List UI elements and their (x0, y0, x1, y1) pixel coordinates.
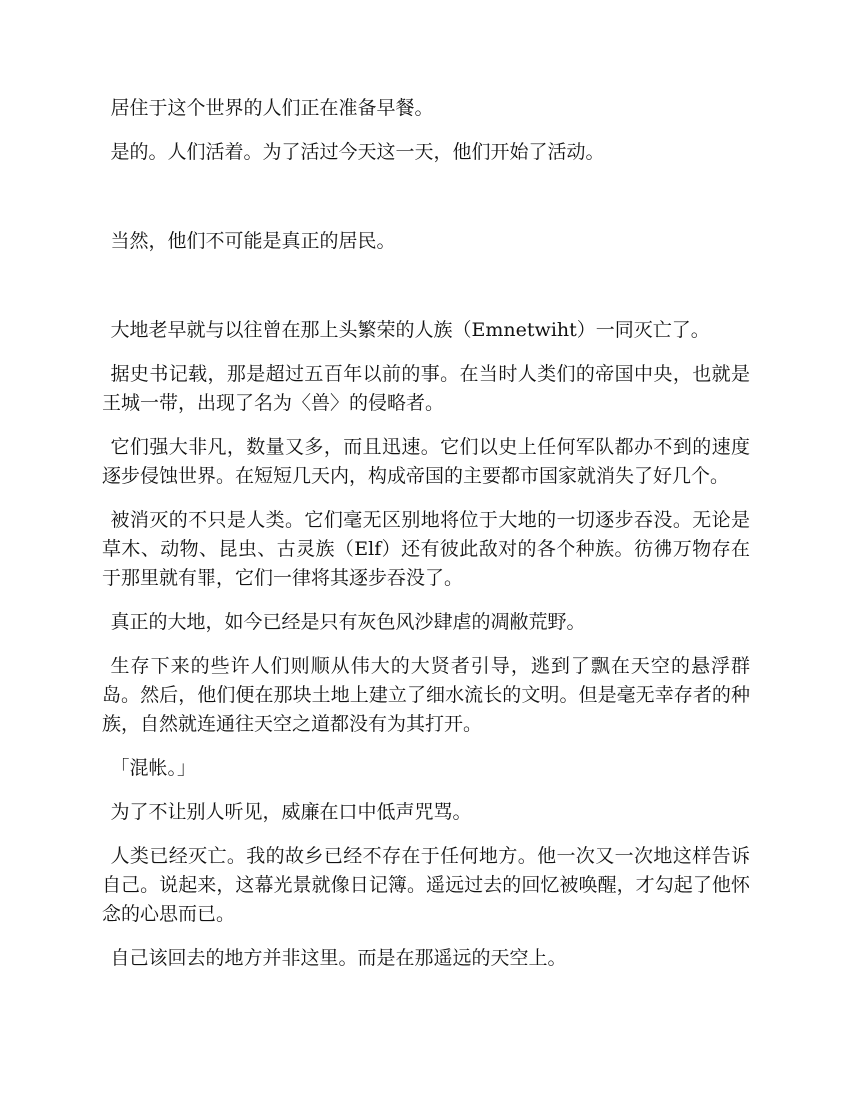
paragraph-gap (102, 739, 750, 754)
paragraph-gap (102, 637, 750, 652)
paragraph-5: 据史书记载，那是超过五百年以前的事。在当时人类们的帝国中央，也就是王城一带，出现了名为〈兽〉的侵略者。 (102, 363, 750, 414)
paragraph-11: 为了不让别人听见，威廉在口中低声咒骂。 (110, 801, 472, 823)
paragraph-4: 大地老早就与以往曾在那上头繁荣的人族（Emnetwiht）一同灭亡了。 (110, 319, 710, 341)
paragraph-gap (102, 418, 750, 433)
paragraph-gap (102, 123, 750, 138)
paragraph-12: 人类已经灭亡。我的故乡已经不存在于任何地方。他一次又一次地这样告诉自己。说起来，这幕光景就像日记簿。遥远过去的回忆被唤醒，才勾起了他怀念的心思而已。 (102, 845, 750, 925)
paragraph-gap (102, 929, 750, 944)
paragraph-gap (102, 827, 750, 842)
paragraph-7: 被消灭的不只是人类。它们毫无区别地将位于大地的一切逐步吞没。无论是草木、动物、昆虫、古灵族（Elf）还有彼此敌对的各个种族。彷彿万物存在于那里就有罪，它们一律将其逐步吞没了。 (102, 509, 750, 589)
document-page (102, 94, 750, 973)
section-gap (102, 167, 750, 227)
paragraph-3: 当然，他们不可能是真正的居民。 (110, 230, 396, 252)
paragraph-8: 真正的大地，如今已经是只有灰色风沙肆虐的凋敝荒野。 (110, 611, 586, 633)
paragraph-1: 居住于这个世界的人们正在准备早餐。 (110, 97, 434, 119)
paragraph-13: 自己该回去的地方并非这里。而是在那遥远的天空上。 (110, 947, 567, 969)
section-gap (102, 256, 750, 316)
paragraph-gap (102, 783, 750, 798)
paragraph-6: 它们强大非凡，数量又多，而且迅速。它们以史上任何军队都办不到的速度逐步侵蚀世界。在短短几天内，构成帝国的主要都市国家就消失了好几个。 (102, 436, 750, 487)
paragraph-gap (102, 345, 750, 360)
paragraph-10: 「混帐。」 (110, 757, 197, 779)
paragraph-gap (102, 593, 750, 608)
paragraph-9: 生存下来的些许人们则顺从伟大的大贤者引导，逃到了飘在天空的悬浮群岛。然后，他们便在那块土地上建立了细水流长的文明。但是毫无幸存者的种族，自然就连通往天空之道都没有为其打开。 (102, 655, 750, 735)
paragraph-gap (102, 491, 750, 506)
paragraph-2: 是的。人们活着。为了活过今天这一天，他们开始了活动。 (110, 141, 605, 163)
